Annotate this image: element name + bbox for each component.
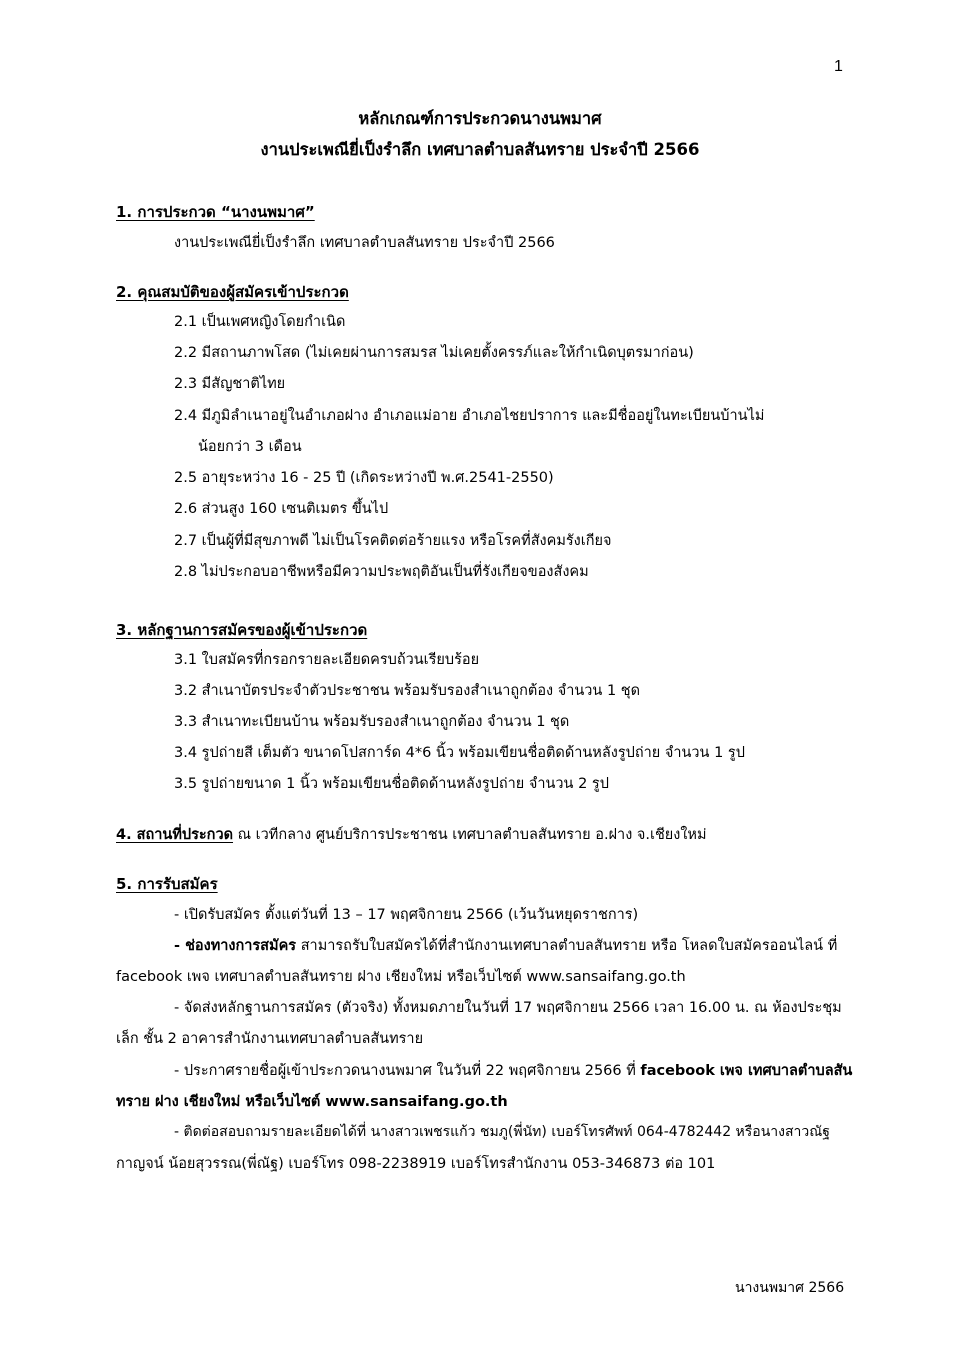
list-item: 3.1 ใบสมัครที่กรอกรายละเอียดครบถ้วนเรียบร้อย [174,652,480,668]
list-item: 3.2 สำเนาบัตรประจำตัวประชาชน พร้อมรับรองสำเนาถูกต้อง จำนวน 1 ชุด [174,683,641,699]
page-footer: นางนพมาศ 2566 [735,1280,845,1296]
list-item: 3.3 สำเนาทะเบียนบ้าน พร้อมรับรองสำเนาถูกต้อง จำนวน 1 ชุด [174,714,570,730]
channel-label: - ช่องทางการสมัคร [174,938,297,954]
list-item: 2.7 เป็นผู้ที่มีสุขภาพดี ไม่เป็นโรคติดต่อร้ายแรง หรือโรคที่สังคมรังเกียจ [174,533,612,549]
section-2-heading: 2. คุณสมบัติของผู้สมัครเข้าประกวด [116,283,349,301]
registration-open: - เปิดรับสมัคร ตั้งแต่วันที่ 13 – 17 พฤศจิกายน 2566 (เว้นวันหยุดราชการ) [174,907,639,923]
section-5-heading: 5. การรับสมัคร [116,875,218,893]
list-item: 2.6 ส่วนสูง 160 เซนติเมตร ขึ้นไป [174,501,389,517]
registration-channel [174,934,837,957]
section-4-line [116,823,707,846]
list-item-continuation: น้อยกว่า 3 เดือน [198,439,302,455]
section-1-text: งานประเพณียี่เป็งรำลึก เทศบาลตำบลสันทราย ประจำปี 2566 [174,235,555,251]
list-item: 2.4 มีภูมิลำเนาอยู่ในอำเภอฝาง อำเภอแม่อาย อำเภอไชยปราการ และมีชื่ออยู่ในทะเบียนบ้านไม่ [174,408,765,424]
list-item: 2.1 เป็นเพศหญิงโดยกำเนิด [174,314,346,330]
list-item: 2.8 ไม่ประกอบอาชีพหรือมีความประพฤติอันเป็นที่รังเกียจของสังคม [174,564,589,580]
list-item: 2.5 อายุระหว่าง 16 - 25 ปี (เกิดระหว่างปี พ.ศ.2541-2550) [174,470,554,486]
list-item: 3.4 รูปถ่ายสี เต็มตัว ขนาดโปสการ์ด 4*6 นิ้ว พร้อมเขียนชื่อติดด้านหลังรูปถ่าย จำนวน 1 รูป [174,745,745,761]
document-title: หลักเกณฑ์การประกวดนางนพมาศ [358,109,602,128]
list-item: 2.2 มีสถานภาพโสด (ไม่เคยผ่านการสมรส ไม่เคยตั้งครรภ์และให้กำเนิดบุตรมาก่อน) [174,345,694,361]
list-item: 2.3 มีสัญชาติไทย [174,376,286,392]
registration-channel-cont: facebook เพจ เทศบาลตำบลสันทราย ฝาง เชียงใหม่ หรือเว็บไซต์ www.sansaifang.go.th [116,969,686,985]
section-1-heading: 1. การประกวด “นางนพมาศ” [116,203,315,221]
list-item: 3.5 รูปถ่ายขนาด 1 นิ้ว พร้อมเขียนชื่อติดด้านหลังรูปถ่าย จำนวน 2 รูป [174,776,609,792]
page-number: 1 [834,58,843,75]
section-4-text: ณ เวทีกลาง ศูนย์บริการประชาชน เทศบาลตำบลสันทราย อ.ฝาง จ.เชียงใหม่ [233,827,707,843]
contact-info: - ติดต่อสอบถามรายละเอียดได้ที่ นางสาวเพชรแก้ว ชมภู(พี่นัท) เบอร์โทรศัพท์ 064-4782442 หรือนางสาวณัฐ [174,1124,830,1140]
channel-text: สามารถรับใบสมัครได้ที่สำนักงานเทศบาลตำบลสันทราย หรือ โหลดใบสมัครออนไลน์ ที่ [296,938,838,954]
section-3-heading: 3. หลักฐานการสมัครของผู้เข้าประกวด [116,621,368,639]
section-4-heading: 4. สถานที่ประกวด [116,827,234,843]
announcement-cont: ทราย ฝาง เชียงใหม่ หรือเว็บไซต์ www.sansaifang.go.th [116,1094,508,1110]
contact-info-cont: กาญจน์ น้อยสุวรรณ(พี่ณัฐ) เบอร์โทร 098-2238919 เบอร์โทรสำนักงาน 053-346873 ต่อ 101 [116,1156,716,1172]
submission-deadline: - จัดส่งหลักฐานการสมัคร (ตัวจริง) ทั้งหมดภายในวันที่ 17 พฤศจิกายน 2566 เวลา 16.00 น. ณ ห้องประชุม [174,1000,842,1016]
document-subtitle: งานประเพณียี่เป็งรำลึก เทศบาลตำบลสันทราย ประจำปี 2566 [260,140,700,159]
submission-deadline-cont: เล็ก ชั้น 2 อาคารสำนักงานเทศบาลตำบลสันทราย [116,1031,424,1047]
announcement-text: - ประกาศรายชื่อผู้เข้าประกวดนางนพมาศ ในวันที่ 22 พฤศจิกายน 2566 ที่ [174,1063,641,1079]
announcement-bold: facebook เพจ เทศบาลตำบลสัน [640,1063,853,1079]
announcement [174,1059,852,1082]
